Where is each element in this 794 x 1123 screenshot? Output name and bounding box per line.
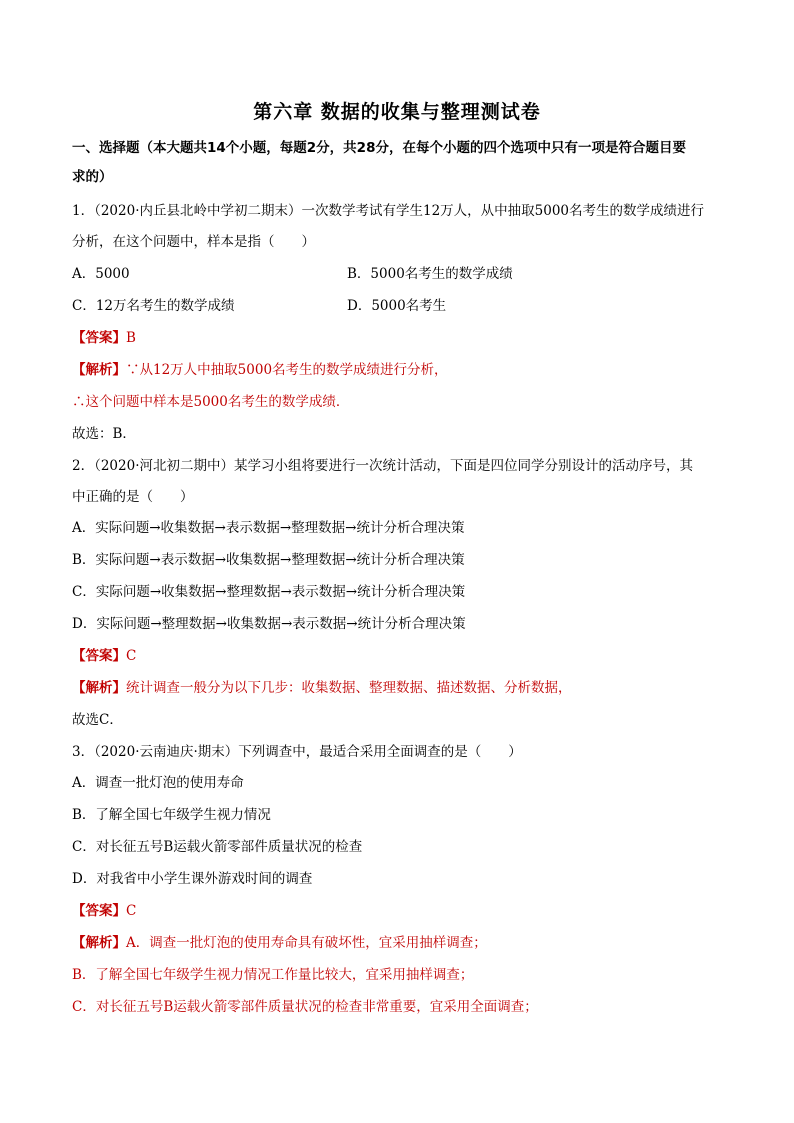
q3-analysis-line1 [72, 931, 487, 951]
analysis-tag: 【解析】 [72, 362, 126, 378]
q1-option-c: C．12万名考生的数学成绩 [72, 298, 235, 314]
q1-option-a: A．5000 [72, 266, 130, 282]
answer-tag: 【答案】 [72, 648, 126, 664]
q3-option-d: D．对我省中小学生课外游戏时间的调查 [72, 871, 313, 887]
q3-option-c: C．对长征五号B运载火箭零部件质量状况的检查 [72, 839, 363, 855]
analysis-tag: 【解析】 [72, 935, 126, 951]
q3-answer [72, 899, 136, 919]
q2-stem-line1: 2．（2020·河北初二期中）某学习小组将要进行一次统计活动，下面是四位同学分别设计的活动序号，其 [72, 458, 693, 474]
analysis-text: 统计调查一般分为以下几步：收集数据、整理数据、描述数据、分析数据， [126, 680, 572, 696]
analysis-tag: 【解析】 [72, 680, 126, 696]
q3-option-a: A．调查一批灯泡的使用寿命 [72, 775, 244, 791]
q1-option-b: B．5000名考生的数学成绩 [347, 266, 513, 282]
answer-tag: 【答案】 [72, 903, 126, 919]
q2-analysis-line1 [72, 676, 572, 696]
q2-answer [72, 644, 136, 664]
q1-answer [72, 326, 136, 346]
section-heading-line1: 一、选择题（本大题共14个小题，每题2分，共28分，在每个小题的四个选项中只有一项是符合题目要 [72, 140, 686, 156]
q3-option-b: B．了解全国七年级学生视力情况 [72, 807, 271, 823]
q2-option-d: D．实际问题→整理数据→收集数据→表示数据→统计分析合理决策 [72, 616, 466, 632]
q2-option-a: A．实际问题→收集数据→表示数据→整理数据→统计分析合理决策 [72, 520, 465, 536]
analysis-text: A．调查一批灯泡的使用寿命具有破坏性，宜采用抽样调查； [126, 935, 487, 951]
q2-option-b: B．实际问题→表示数据→收集数据→整理数据→统计分析合理决策 [72, 552, 465, 568]
q3-analysis-line2: B．了解全国七年级学生视力情况工作量比较大，宜采用抽样调查； [72, 967, 474, 983]
q2-stem-line2: 中正确的是（ ） [72, 489, 194, 505]
q1-choose: 故选：B． [72, 426, 136, 442]
answer-tag: 【答案】 [72, 330, 126, 346]
q1-option-d: D．5000名考生 [347, 298, 447, 314]
section-heading-line2: 求的） [72, 169, 113, 185]
q1-stem-line2: 分析，在这个问题中，样本是指（ ） [72, 234, 315, 250]
q1-analysis-line2: ∴这个问题中样本是5000名考生的数学成绩． [72, 394, 350, 410]
answer-value: C [126, 903, 137, 919]
q3-analysis-line3: C．对长征五号B运载火箭零部件质量状况的检查非常重要，宜采用全面调查； [72, 999, 538, 1015]
analysis-text: ∵从12万人中抽取5000名考生的数学成绩进行分析， [126, 362, 448, 378]
q1-stem-line1: 1．（2020·内丘县北岭中学初二期末）一次数学考试有学生12万人，从中抽取5000名考生的数学成绩进行 [72, 203, 705, 219]
q1-analysis-line1 [72, 358, 448, 378]
answer-value: B [126, 330, 136, 346]
page-title: 第六章 数据的收集与整理测试卷 [253, 101, 541, 123]
q2-option-c: C．实际问题→收集数据→整理数据→表示数据→统计分析合理决策 [72, 584, 466, 600]
q3-stem-line1: 3．（2020·云南迪庆·期末）下列调查中，最适合采用全面调查的是（ ） [72, 744, 522, 760]
answer-value: C [126, 648, 137, 664]
q2-choose: 故选C． [72, 712, 123, 728]
